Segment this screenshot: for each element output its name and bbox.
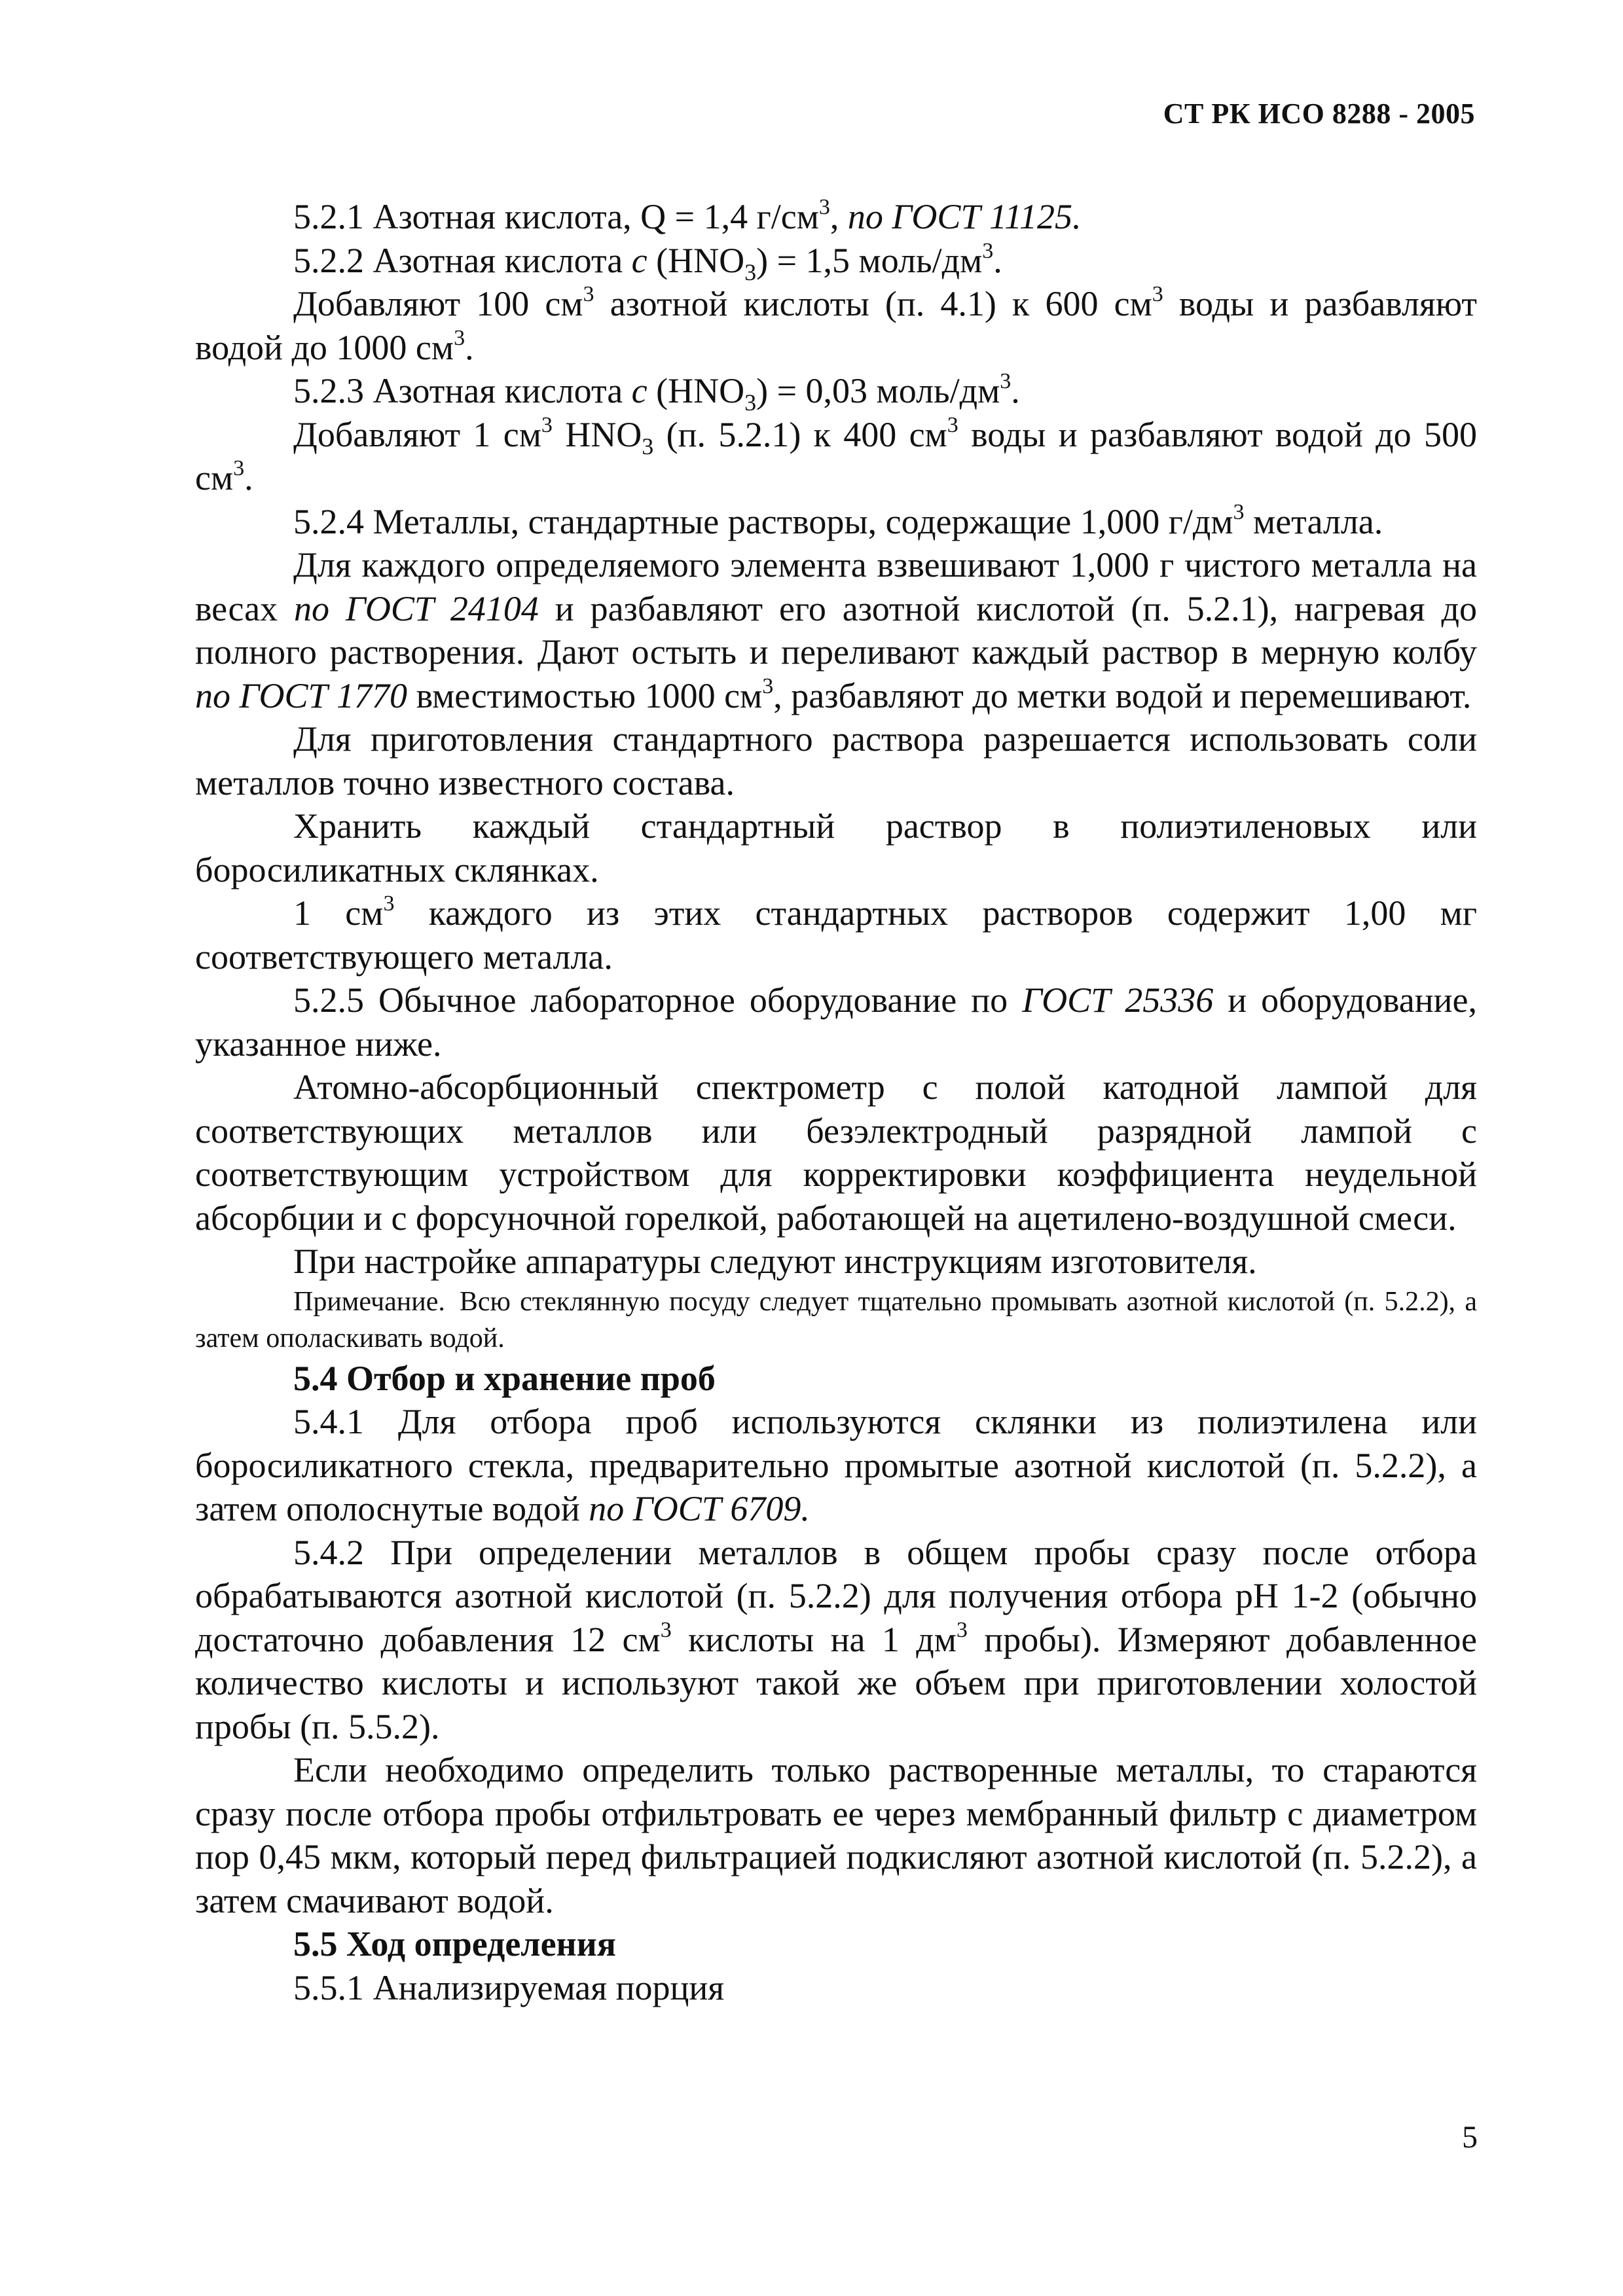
paragraph-5-2-5: 5.2.5 Обычное лабораторное оборудование по ГОСТ 25336 и оборудование, указанное ниже. [195,980,1477,1064]
paragraph-5-2-1: 5.2.1 Азотная кислота, Q = 1,4 $г/см^3$, по ГОСТ 11125. [293,195,1082,236]
standard-reference: по ГОСТ 1770 [195,675,408,715]
note-text: Всю стеклянную посуду следует тщательно промывать азотной кислотой (п. 5.2.2), а затем ополаскивать водой. [195,1286,1477,1354]
paragraph-5-2-2: 5.2.2 Азотная кислота c $(HNO_3) = 1,5$ моль/$дм^3$. [293,238,1002,285]
standard-reference: по ГОСТ 24104 [294,588,539,628]
standard-reference: ГОСТ 25336 [1022,980,1214,1020]
standard-reference: по ГОСТ 6709. [589,1489,810,1528]
paragraph-5-2-2-text: Добавляют 100 $см^3$ азотной кислоты (п. 4.1) к 600 $см^3$ воды и разбавляют водой до 1000 $см^3$. [195,282,1477,367]
paragraph-5-2-4-text: Для каждого определяемого элемента взвешивают 1,000 г чистого металла на весах по ГОСТ 24104 и разбавляют его азотной кислотой (п. 5.2.1), нагревая до полного растворения. Дают остыть и переливают каждый раствор в мерную колбу по ГОСТ 1770 вместимостью 1000 $см^3$, разбавляют до метки водой и перемешивают. [195,545,1477,715]
paragraph-filtration: Если необходимо определить только растворенные металлы, то стараются сразу после отбора пробы отфильтровать ее через мембранный фильтр с диаметром пор 0,45 мкм, который перед фильтрацией подкисляют азотной кислотой (п. 5.2.2), а затем смачивают водой. [195,1750,1477,1920]
paragraph-5-4-2: 5.4.2 При определении металлов в общем пробы сразу после отбора обрабатываются азотной кислотой (п. 5.2.2) для получения отбора рН 1-2 (обычно достаточно добавления 12 $см^3$ кислоты на 1 $дм^3$ пробы). Измеряют добавленное количество кислоты и используют такой же объем при приготовлении холостой пробы (п. 5.5.2). [195,1532,1477,1746]
section-heading-5-4: 5.4 Отбор и хранение проб [293,1358,716,1398]
paragraph-5-2-4: 5.2.4 Металлы, стандартные растворы, содержащие 1,000 $г/дм^3$ металла. [293,499,1383,541]
note-label: Примечание. [293,1286,445,1317]
note [195,1283,1477,1357]
standard-reference: по ГОСТ 11125. [847,197,1082,236]
paragraph-5-2-3: 5.2.3 Азотная кислота c $(HNO_3) = 0,03$ моль/$дм^3$. [293,369,1020,416]
section-heading-5-5: 5.5 Ход определения [293,1924,616,1964]
document-id-header: СТ РК ИСО 8288 - 2005 [1163,98,1475,130]
paragraph-spectrometer: Атомно-абсорбционный спектрометр с полой катодной лампой для соответствующих металлов или безэлектродный разрядной лампой с соответствующим устройством для корректировки коэффициента неудельной абсорбции и с форсуночной горелкой, работающей на ацетилено-воздушной смеси. [195,1067,1477,1238]
paragraph-5-2-3-text: Добавляют 1 $см^3$ $HNO_3$ (п. 5.2.1) к 400 $см^3$ воды и разбавляют водой до 500 $см^3$. [195,412,1477,497]
paragraph-salts: Для приготовления стандартного раствора разрешается использовать соли металлов точно известного состава. [195,719,1477,802]
page-number: 5 [1462,2120,1478,2155]
paragraph-5-4-1: 5.4.1 Для отбора проб используются склянки из полиэтилена или боросиликатного стекла, предварительно промытые азотной кислотой (п. 5.2.2), а затем ополоснутые водой по ГОСТ 6709. [195,1402,1477,1528]
paragraph-one-cm3: 1 $см^3$ каждого из этих стандартных растворов содержит 1,00 мг соответствующего металла. [195,891,1478,977]
paragraph-setup: При настройке аппаратуры следуют инструкциям изготовителя. [293,1242,1257,1281]
paragraph-5-5-1: 5.5.1 Анализируемая порция [293,1967,725,2007]
paragraph-storage: Хранить каждый стандартный раствор в полиэтиленовых или боросиликатных склянках. [195,806,1477,889]
document-body [195,195,1477,2009]
